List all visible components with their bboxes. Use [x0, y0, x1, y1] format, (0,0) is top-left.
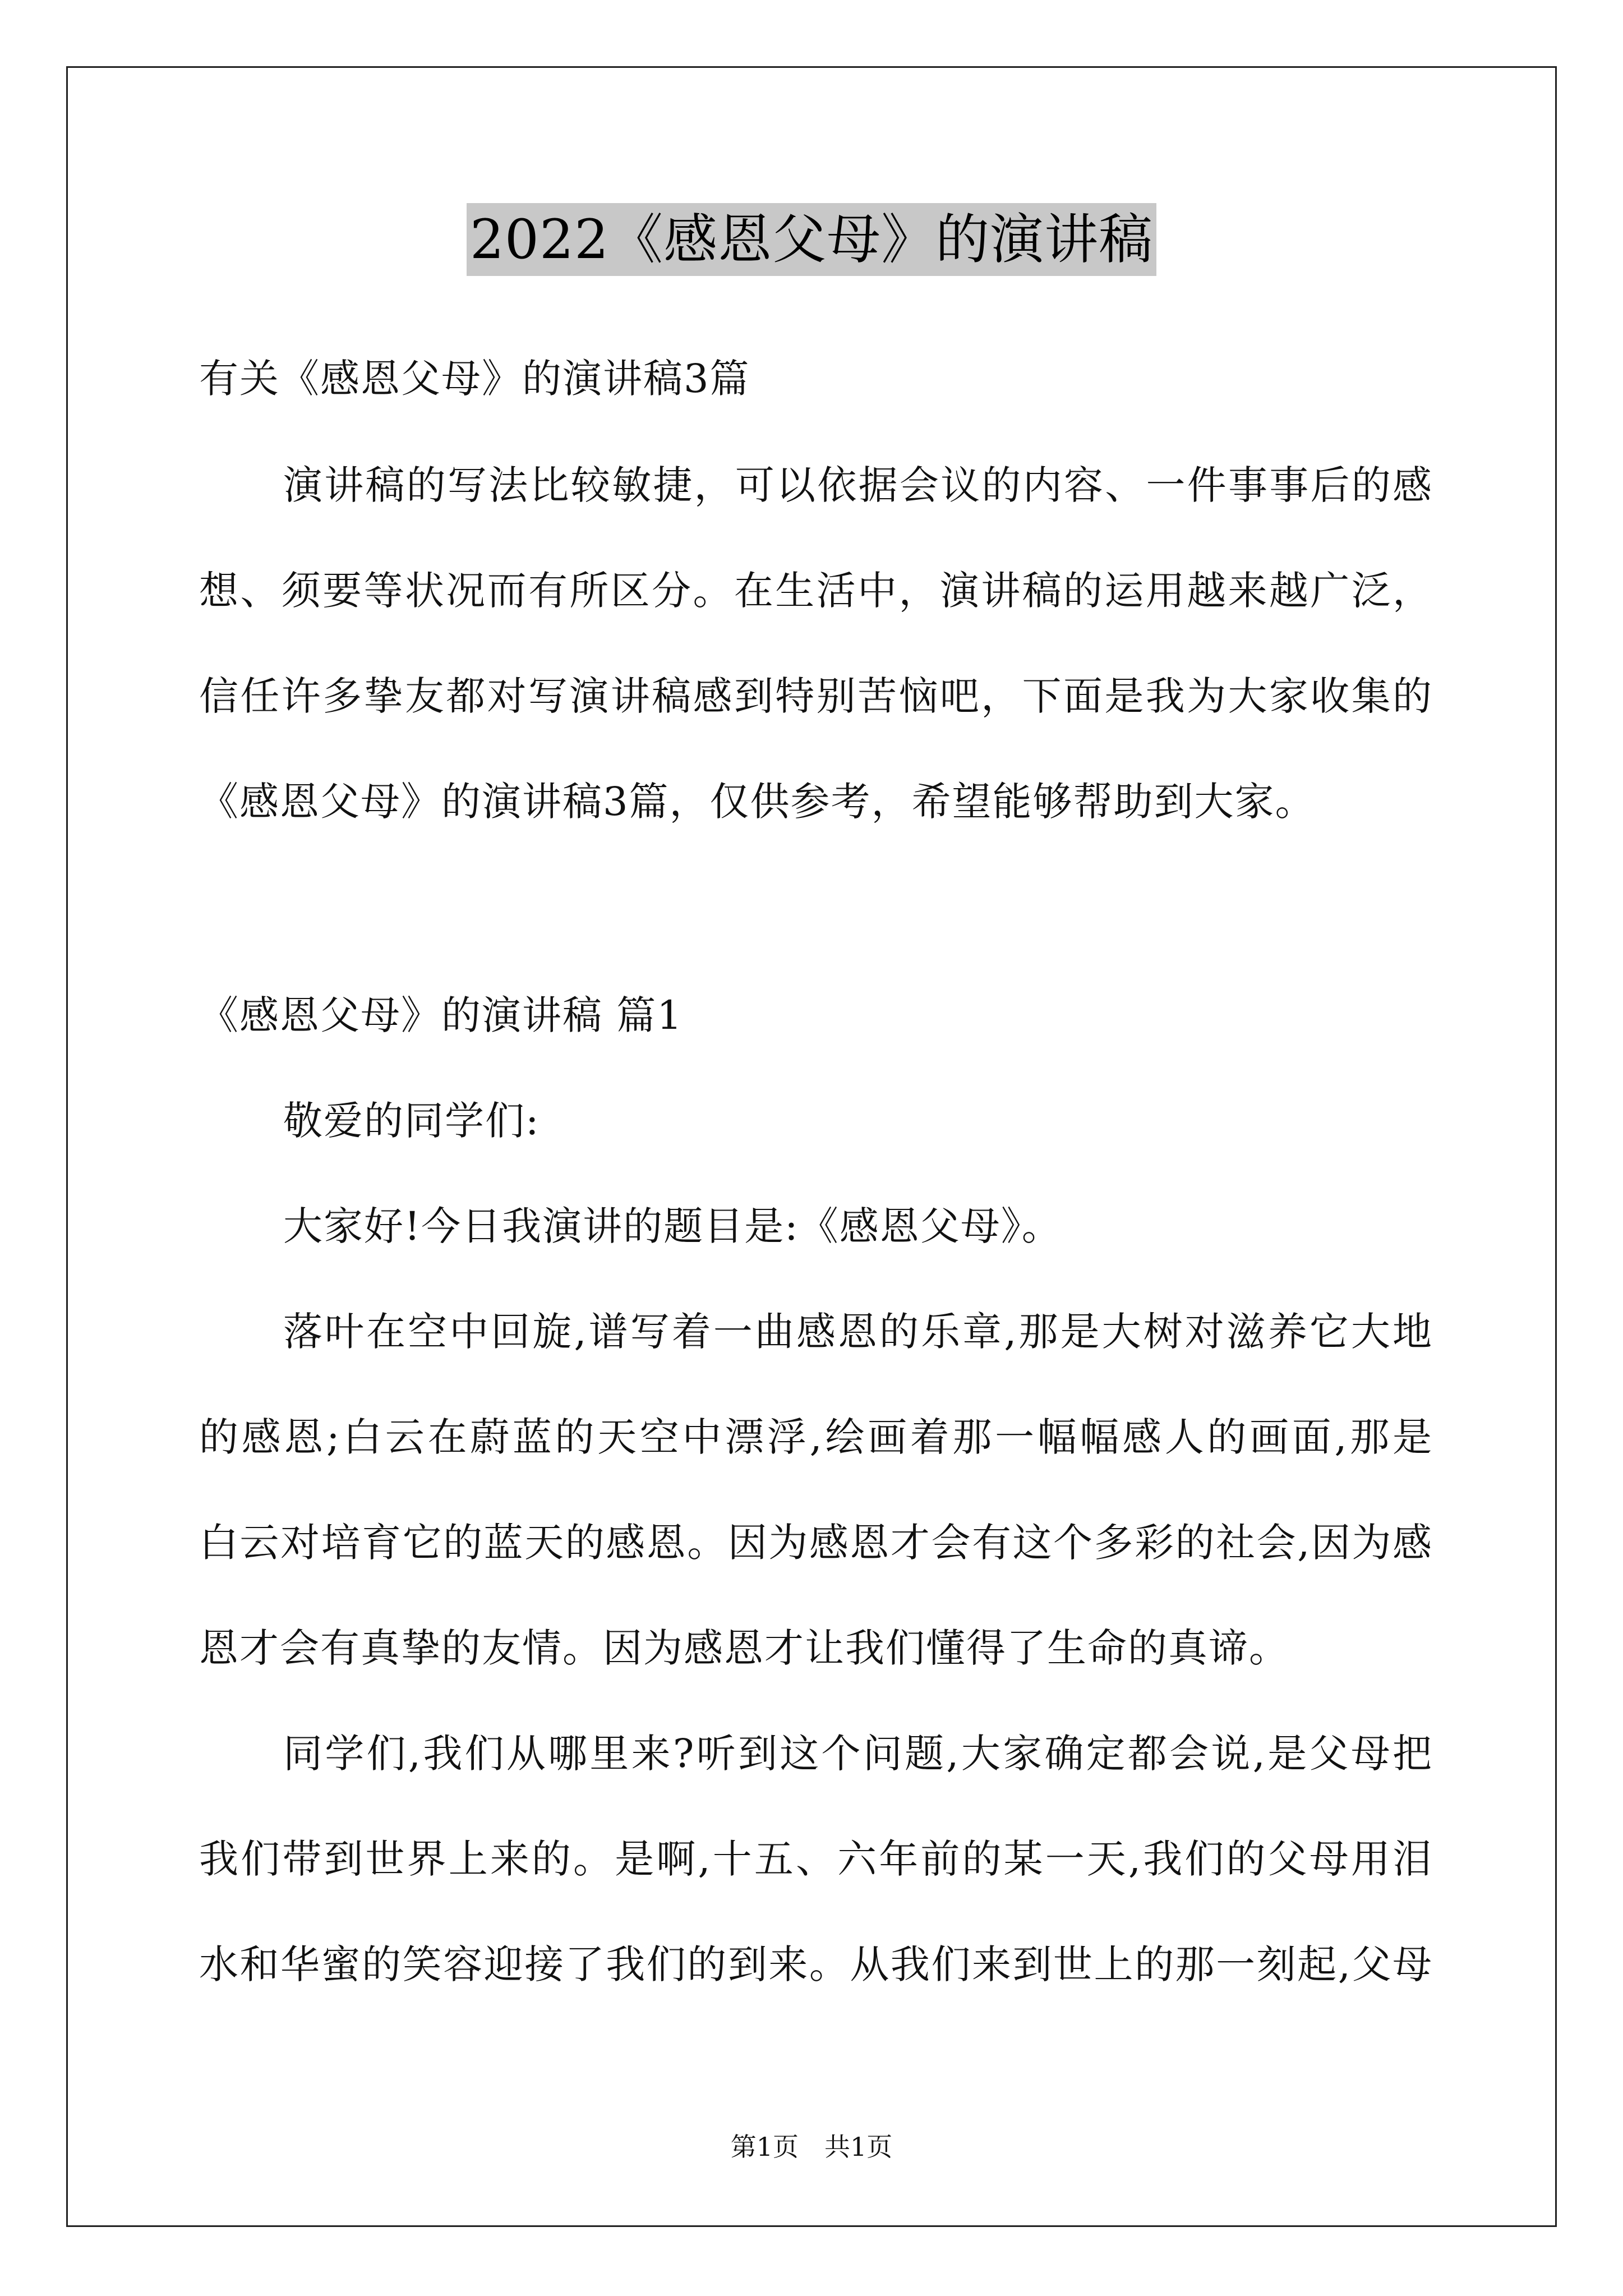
para2-line-1: 同学们,我们从哪里来?听到这个问题,大家确定都会说,是父母把: [283, 1731, 1433, 1777]
document-title: 2022《感恩父母》的演讲稿: [467, 203, 1156, 276]
intro-line-4: 《感恩父母》的演讲稿3篇，仅供参考，希望能够帮助到大家。: [199, 779, 1316, 825]
intro-line-2: 想、须要等状况而有所区分。在生活中，演讲稿的运用越来越广泛，: [199, 568, 1433, 614]
title-wrap: [0, 203, 1623, 276]
para1-line-2: 的感恩;白云在蔚蓝的天空中漂浮,绘画着那一幅幅感人的画面,那是: [199, 1414, 1433, 1460]
salutation: 敬爱的同学们:: [283, 1098, 540, 1144]
intro-line-1: 演讲稿的写法比较敏捷，可以依据会议的内容、一件事事后的感: [283, 462, 1433, 508]
para2-line-3: 水和华蜜的笑容迎接了我们的到来。从我们来到世上的那一刻起,父母: [199, 1941, 1433, 1987]
para1-line-1: 落叶在空中回旋,谱写着一曲感恩的乐章,那是大树对滋养它大地: [283, 1309, 1433, 1355]
para2-line-2: 我们带到世界上来的。是啊,十五、六年前的某一天,我们的父母用泪: [199, 1836, 1433, 1882]
document-subtitle: 有关《感恩父母》的演讲稿3篇: [199, 356, 750, 402]
greeting: 大家好!今日我演讲的题目是:《感恩父母》。: [283, 1203, 1062, 1249]
para1-line-4: 恩才会有真挚的友情。因为感恩才让我们懂得了生命的真谛。: [199, 1625, 1289, 1671]
section-heading: 《感恩父母》的演讲稿 篇1: [199, 992, 683, 1038]
intro-line-3: 信任许多挚友都对写演讲稿感到特别苦恼吧，下面是我为大家收集的: [199, 673, 1433, 719]
para1-line-3: 白云对培育它的蓝天的感恩。因为感恩才会有这个多彩的社会,因为感: [199, 1520, 1433, 1566]
page-number-footer: 第1页 共1页: [730, 2132, 893, 2162]
